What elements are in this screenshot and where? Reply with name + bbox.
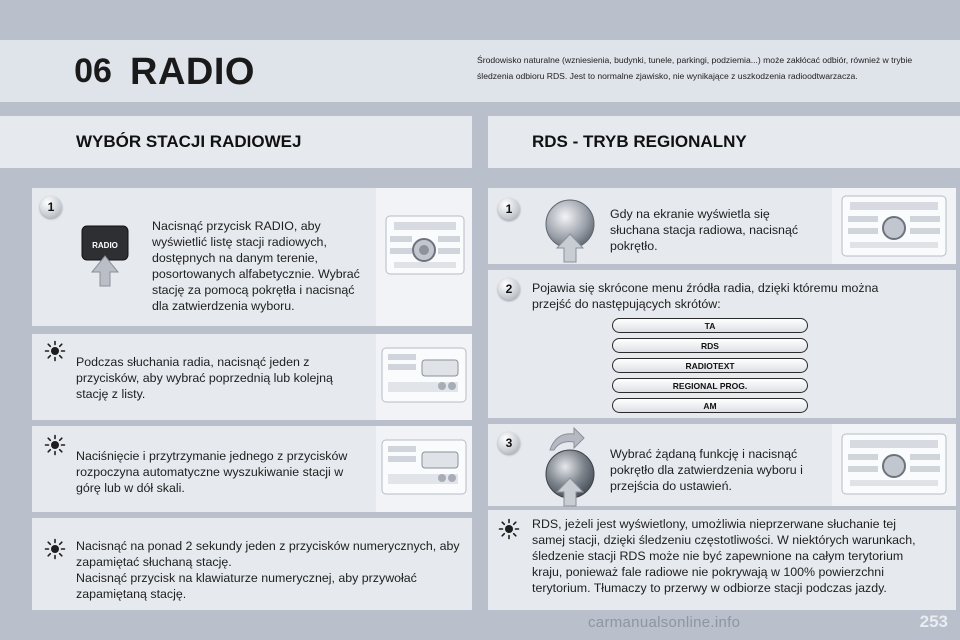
step-badge: 1 [40, 196, 62, 218]
chapter-title: RADIO [130, 50, 255, 93]
right-step3-text: Wybrać żądaną funkcję i nacisnąć pokrętło dla zatwierdzenia wyboru i przejścia do ustawień. [610, 447, 803, 493]
radio-buttons-image [376, 426, 472, 512]
step-badge: 1 [498, 198, 520, 220]
menu-item-radiotext[interactable]: RADIOTEXT [612, 358, 808, 373]
section-title-rds-regional: RDS - TRYB REGIONALNY [488, 116, 960, 168]
knob-press-icon [544, 198, 596, 264]
sun-tip-icon [44, 434, 66, 456]
radio-buttons-image [376, 334, 472, 420]
radio-button-label: RADIO [92, 241, 118, 250]
left-tip1-text: Podczas słuchania radia, nacisnąć jeden z przycisków, aby wybrać poprzednią lub kolejną stację z listy. [76, 355, 333, 401]
sun-tip-icon [44, 340, 66, 362]
left-step1-text: Nacisnąć przycisk RADIO, aby wyświetlić listę stacji radiowych, dostępnych na danym terenie, posortowanych alfabetycznie. Wybrać stację za pomocą pokrętła i nacisnąć dla zatwierdzenia wyboru. [152, 219, 360, 313]
menu-item-am[interactable]: AM [612, 398, 808, 413]
right-tip-text: RDS, jeżeli jest wyświetlony, umożliwia nieprzerwane słuchanie tej samej stacji, dzięki śledzeniu częstotliwości. W niektórych warunkach, śledzenie stacji RDS może nie być zapewnione na całym terytorium kraju, ponieważ fale radiowe nie pokrywają w 100% powierzchni terytorium. Tłumaczy to przerwy w odbiorze stacji podczas jazdy. [532, 517, 916, 595]
section-title-station-selection: WYBÓR STACJI RADIOWEJ [0, 116, 472, 168]
left-tip3-text: Nacisnąć na ponad 2 sekundy jeden z przycisków numerycznych, aby zapamiętać słuchaną stację. Nacisnąć przycisk na klawiaturze numerycznej, aby przywołać zapamiętaną stację. [76, 539, 460, 601]
radio-faceplate-icon [832, 424, 956, 506]
right-step2-text: Pojawia się skrócone menu źródła radia, dzięki któremu można przejść do następujących skrótów: [532, 281, 879, 311]
menu-item-ta[interactable]: TA [612, 318, 808, 333]
radio-faceplate-icon [376, 426, 472, 512]
radio-faceplate-icon [376, 188, 472, 326]
left-tip2-text: Naciśnięcie i przytrzymanie jednego z przycisków rozpoczyna automatyczne wyszukiwanie stacji w górę lub w dół skali. [76, 449, 348, 495]
radio-button-icon [78, 220, 138, 290]
radio-faceplate-icon [376, 334, 472, 420]
menu-item-regional-prog[interactable]: REGIONAL PROG. [612, 378, 808, 393]
radio-unit-image [376, 188, 472, 326]
radio-faceplate-icon [832, 188, 956, 264]
knob-press-icon [544, 448, 596, 508]
sun-tip-icon [498, 518, 520, 540]
radio-unit-image [832, 424, 956, 506]
sun-tip-icon [44, 538, 66, 560]
step-badge: 2 [498, 278, 520, 300]
menu-item-rds[interactable]: RDS [612, 338, 808, 353]
page-number: 253 [919, 612, 948, 631]
watermark: carmanualsonline.info [588, 614, 741, 631]
radio-unit-image [832, 188, 956, 264]
right-step1-text: Gdy na ekranie wyświetla się słuchana stacja radiowa, nacisnąć pokrętło. [610, 207, 799, 253]
chapter-number: 06 [74, 51, 112, 90]
step-badge: 3 [498, 432, 520, 454]
header-note: Środowisko naturalne (wzniesienia, budynki, tunele, parkingi, podziemia...) może zakłócać odbiór, również w trybie śledzenia odbioru RDS. Jest to normalne zjawisko, nie wynikające z uszkodzenia radioodtwarzacza. [477, 55, 913, 81]
